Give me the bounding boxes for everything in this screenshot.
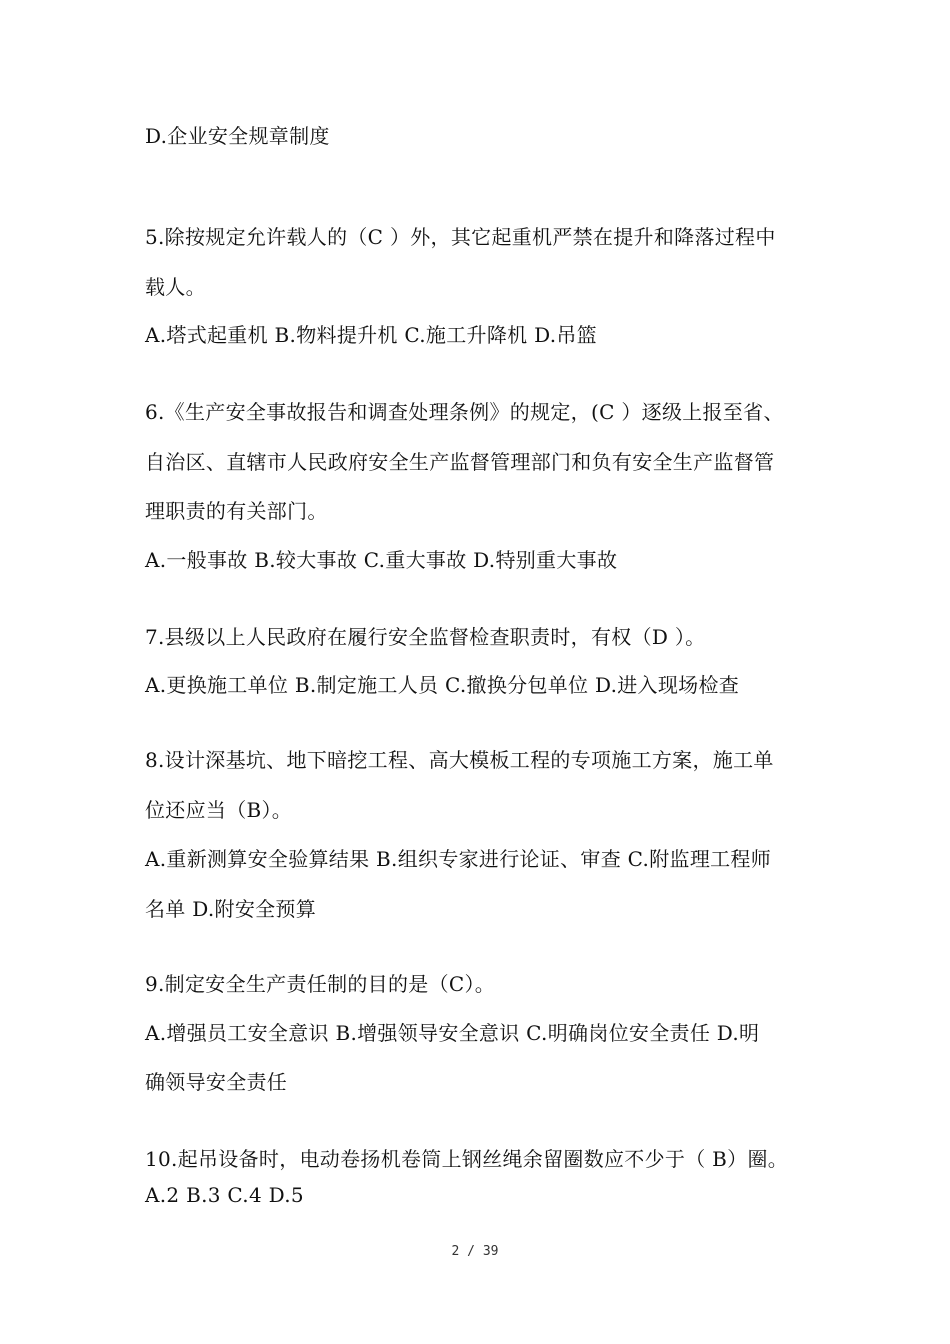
page-number: 2 / 39	[451, 1244, 499, 1259]
question-5-line-1: 5.除按规定允许载人的（C ）外，其它起重机严禁在提升和降落过程中	[145, 225, 776, 249]
question-8-line-2: 位还应当（B）。	[145, 798, 293, 822]
question-6-line-3: 理职责的有关部门。	[145, 499, 328, 523]
question-8-line-1: 8.设计深基坑、地下暗挖工程、高大模板工程的专项施工方案，施工单	[145, 748, 774, 772]
question-8-options-line-1: A.重新测算安全验算结果 B.组织专家进行论证、审查 C.附监理工程师	[145, 847, 772, 871]
question-6-line-2: 自治区、直辖市人民政府安全生产监督管理部门和负有安全生产监督管	[145, 450, 775, 474]
option-line-q4-d: D.企业安全规章制度	[145, 124, 330, 148]
question-9-line-1: 9.制定安全生产责任制的目的是（C）。	[145, 972, 496, 996]
question-9-options-line-1: A.增强员工安全意识 B.增强领导安全意识 C.明确岗位安全责任 D.明	[145, 1021, 760, 1045]
question-5-line-2: 载人。	[145, 275, 206, 299]
question-6-options: A.一般事故 B.较大事故 C.重大事故 D.特别重大事故	[145, 548, 618, 572]
question-10-options: A.2 B.3 C.4 D.5	[145, 1183, 304, 1207]
question-10-line-1: 10.起吊设备时，电动卷扬机卷筒上钢丝绳余留圈数应不少于（ B）圈。	[145, 1147, 789, 1171]
question-6-line-1: 6.《生产安全事故报告和调查处理条例》的规定，(C ）逐级上报至省、	[145, 400, 784, 424]
question-8-options-line-2: 名单 D.附安全预算	[145, 897, 317, 921]
question-7-options: A.更换施工单位 B.制定施工人员 C.撤换分包单位 D.进入现场检查	[145, 673, 740, 697]
question-9-options-line-2: 确领导安全责任	[145, 1070, 288, 1094]
question-7-line-1: 7.县级以上人民政府在履行安全监督检查职责时，有权（D ）。	[145, 625, 706, 649]
question-5-options: A.塔式起重机 B.物料提升机 C.施工升降机 D.吊篮	[145, 323, 597, 347]
